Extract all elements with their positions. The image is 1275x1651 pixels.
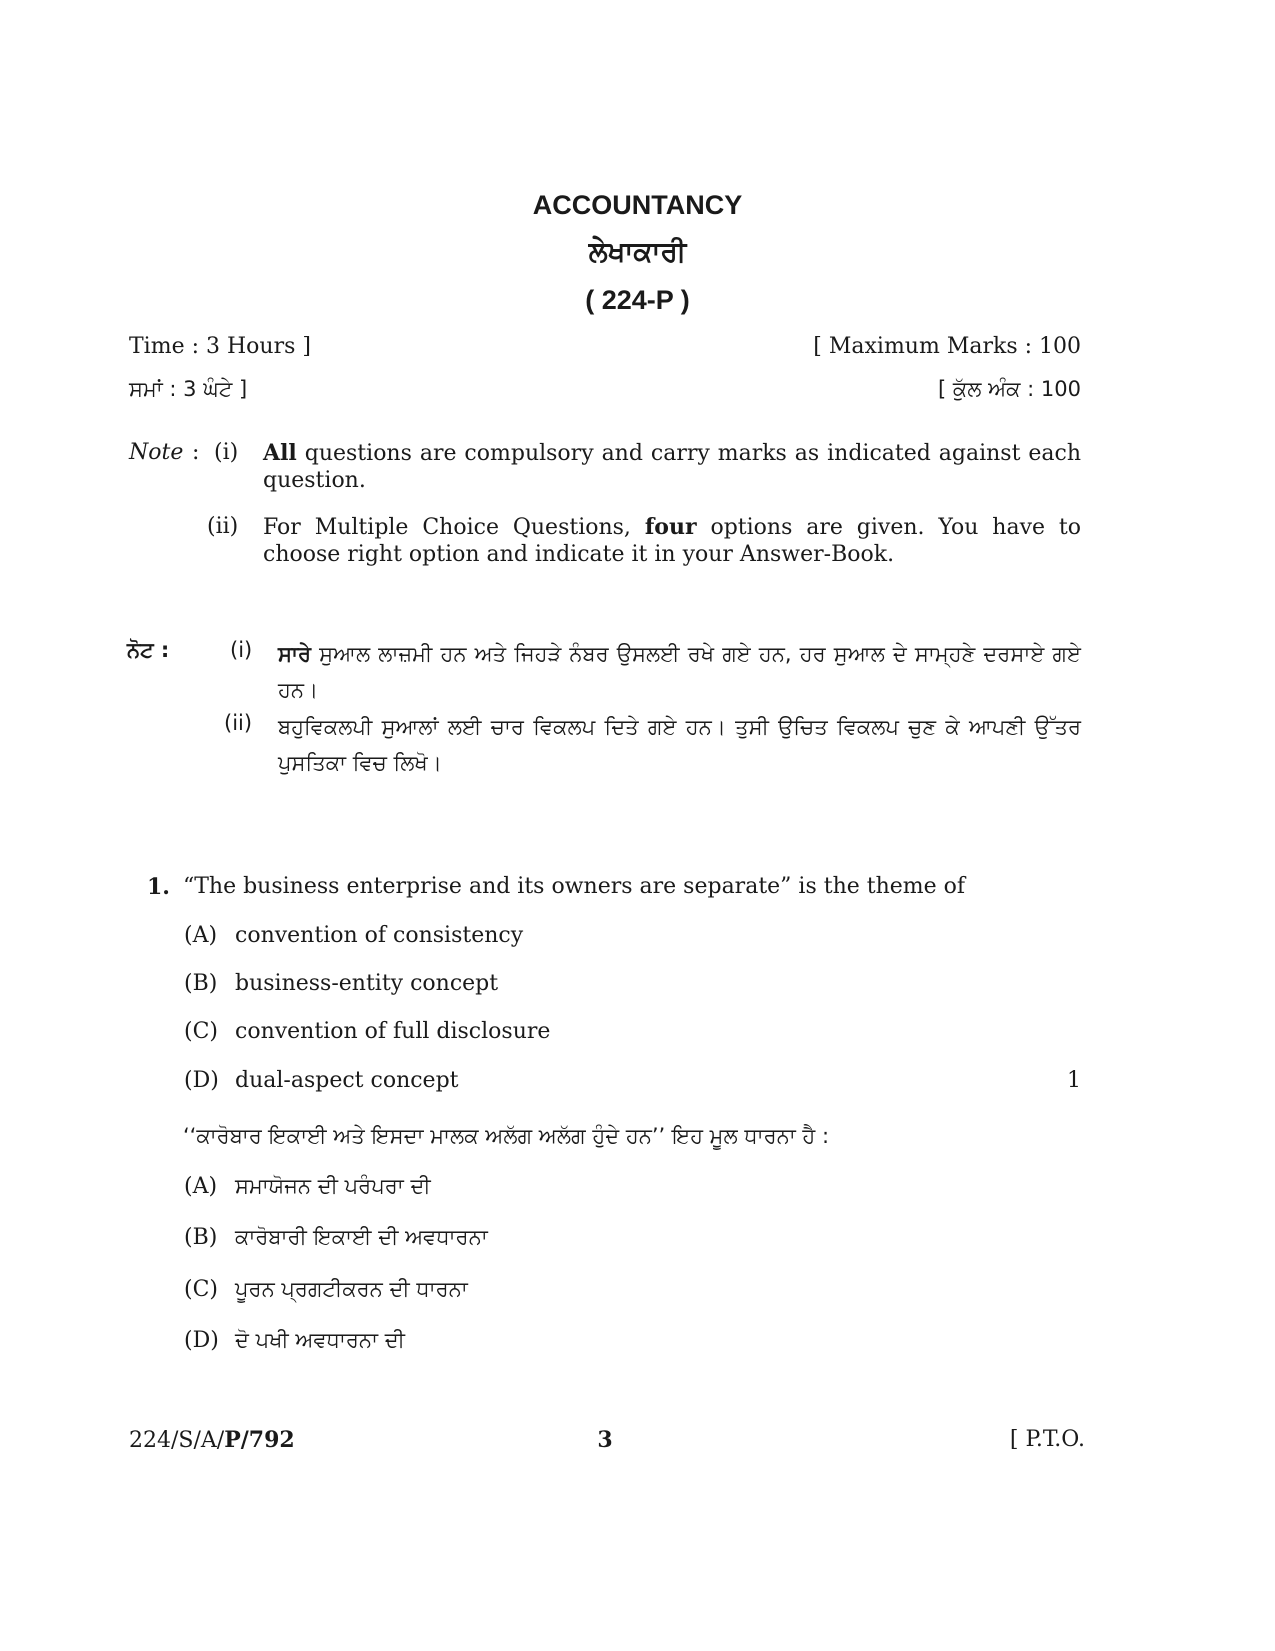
footer-code-slash: / [240, 1427, 249, 1453]
option-d-label: (D) [184, 1068, 219, 1093]
option-d-pa-text: ਦੋ ਪਖੀ ਅਵਧਾਰਨਾ ਦੀ [235, 1328, 405, 1352]
note-pa-label: ਨੋਟ : [127, 638, 170, 662]
footer-code-p: P [224, 1427, 241, 1453]
page-title: ACCOUNTANCY [532, 190, 743, 220]
option-b-text: business-entity concept [235, 971, 499, 996]
note-pa-i-number: (i) [230, 638, 253, 662]
note-en-i-bold: All [263, 440, 297, 466]
note-label: Note [129, 440, 184, 465]
question-number: 1. [147, 874, 170, 900]
note-en-i-text: questions are compulsory and carry marks as indicated against each question. [263, 441, 1082, 493]
note-en-ii-post: options are given. You have to choose right option and indicate it in your Answer-Book. [263, 515, 1082, 567]
question-marks: 1 [1067, 1068, 1081, 1093]
question-text-punjabi: ‘‘ਕਾਰੋਬਾਰ ਇਕਾਈ ਅਤੇ ਇਸਦਾ ਮਾਲਕ ਅਲੱਗ ਅਲੱਗ ਹੁੰਦੇ ਹਨ’’ ਇਹ ਮੂਲ ਧਾਰਨਾ ਹੈ : [183, 1124, 830, 1148]
question-text: “The business enterprise and its owners are separate” is the theme of [183, 874, 966, 899]
option-a-label: (A) [184, 923, 218, 948]
note-pa-i-bold: ਸਾਰੇ [278, 642, 312, 666]
footer-code-prefix: 224/S/A/ [129, 1428, 225, 1453]
note-en-ii [263, 514, 1081, 568]
note-pa-ii: ਬਹੁਵਿਕਲਪੀ ਸੁਆਲਾਂ ਲਈ ਚਾਰ ਵਿਕਲਪ ਦਿਤੇ ਗਏ ਹਨ। ਤੁਸੀ ਉਚਿਤ ਵਿਕਲਪ ਚੁਣ ਕੇ ਆਪਣੀ ਉੱਤਰ ਪੁਸਤਿਕਾ ਵਿਚ ਲਿਖੋ। [278, 715, 1081, 775]
option-b-label: (B) [184, 971, 218, 996]
option-a-pa-label: (A) [184, 1174, 218, 1199]
option-a-pa-text: ਸਮਾਯੋਜਨ ਦੀ ਪਰੰਪਰਾ ਦੀ [235, 1174, 431, 1198]
option-c-pa-label: (C) [184, 1277, 218, 1302]
marks-punjabi: [ ਕੁੱਲ ਅੰਕ : 100 [938, 377, 1081, 401]
note-pa-i [278, 636, 1081, 708]
time-english: Time : 3 Hours ] [129, 334, 311, 359]
pto-label: [ P.T.O. [1009, 1427, 1085, 1452]
paper-code: ( 224-P ) [585, 285, 690, 315]
note-en-ii-pre: For Multiple Choice Questions, [263, 515, 631, 540]
note-en-i-number: (i) [214, 440, 239, 465]
note-pa-i-text: ਸੁਆਲ ਲਾਜ਼ਮੀ ਹਨ ਅਤੇ ਜਿਹੜੇ ਨੰਬਰ ਉਸਲਈ ਰਖੇ ਗਏ ਹਨ, ਹਰ ਸੁਆਲ ਦੇ ਸਾਮ੍ਹਣੇ ਦਰਸਾਏ ਗਏ ਹਨ। [278, 642, 1081, 702]
time-punjabi: ਸਮਾਂ : 3 ਘੰਟੇ ] [129, 377, 248, 401]
option-c-text: convention of full disclosure [235, 1019, 551, 1044]
option-d-pa-label: (D) [184, 1328, 219, 1353]
option-b-pa-label: (B) [184, 1225, 218, 1250]
footer-code-number: 792 [248, 1427, 295, 1453]
option-d-text: dual-aspect concept [235, 1068, 459, 1093]
option-a-text: convention of consistency [235, 923, 524, 948]
note-en-i [263, 440, 1081, 494]
option-c-label: (C) [184, 1019, 218, 1044]
note-en-ii-number: (ii) [207, 514, 239, 539]
note-colon: : [192, 440, 200, 465]
option-b-pa-text: ਕਾਰੋਬਾਰੀ ਇਕਾਈ ਦੀ ਅਵਧਾਰਨਾ [235, 1225, 488, 1249]
page-number: 3 [597, 1427, 613, 1453]
marks-english: [ Maximum Marks : 100 [813, 334, 1081, 359]
page-title-punjabi: ਲੇਖਾਕਾਰੀ [588, 236, 687, 267]
note-pa-ii-number: (ii) [224, 711, 253, 735]
option-c-pa-text: ਪੂਰਨ ਪ੍ਰਗਟੀਕਰਨ ਦੀ ਧਾਰਨਾ [235, 1277, 468, 1301]
note-en-ii-bold: four [644, 514, 697, 540]
